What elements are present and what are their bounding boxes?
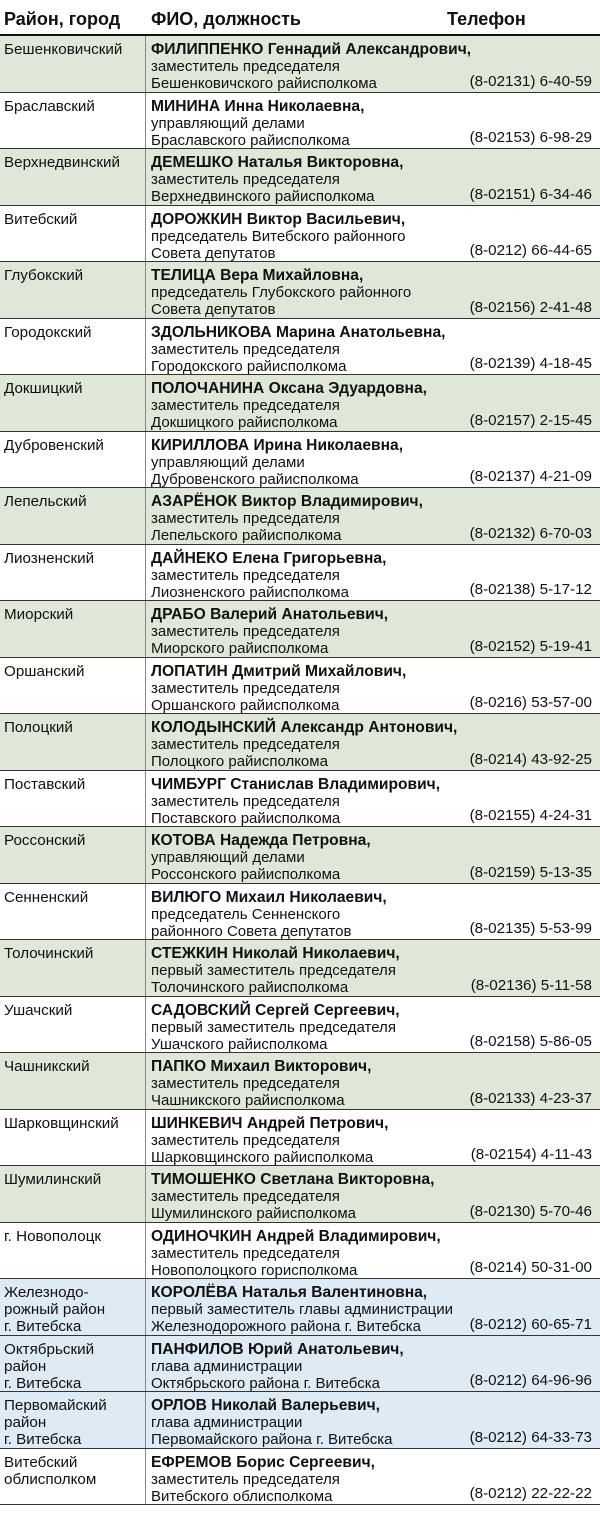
position-line-2: Первомайского района г. Витебска xyxy=(151,1431,393,1448)
person-name xyxy=(151,41,596,58)
person-given-name: Александр Антонович, xyxy=(280,719,458,736)
position-line-1: заместитель председателя xyxy=(151,736,340,753)
person-surname: ОРЛОВ xyxy=(151,1397,207,1414)
column-divider xyxy=(145,827,146,883)
person-surname: ПАПКО xyxy=(151,1058,207,1075)
phone-number: (8-02132) 6-70-03 xyxy=(469,524,592,542)
table-row xyxy=(0,601,600,658)
position-line-2: Толочинского райисполкома xyxy=(151,979,349,996)
person-name xyxy=(151,1115,596,1132)
column-divider xyxy=(145,319,146,375)
position-line-1: председатель Сенненского xyxy=(151,905,341,923)
column-divider xyxy=(145,206,146,262)
person-name xyxy=(151,1171,596,1188)
position-line-1: заместитель председателя xyxy=(151,1188,340,1205)
column-divider xyxy=(145,149,146,205)
phone-number: (8-0214) 50-31-00 xyxy=(469,1259,592,1276)
position-line-2: Совета депутатов xyxy=(151,301,276,318)
position-line-2: Миорского райисполкома xyxy=(151,640,329,657)
column-divider xyxy=(145,1392,146,1448)
column-divider xyxy=(145,36,146,92)
column-divider xyxy=(145,1166,146,1222)
position-line-1: заместитель председателя xyxy=(151,397,340,414)
person-surname: САДОВСКИЙ xyxy=(151,1001,251,1019)
district-name: Витебский облисполком xyxy=(4,1453,97,1488)
district-name: Витебский xyxy=(4,210,78,228)
person-given-name: Наталья Валентиновна, xyxy=(242,1284,428,1301)
column-divider xyxy=(145,884,146,940)
column-divider xyxy=(145,714,146,770)
table-row xyxy=(0,1166,600,1223)
phone-number: (8-02156) 2-41-48 xyxy=(469,298,592,316)
district-name: Глубокский xyxy=(4,267,84,284)
person-given-name: Сергей Сергеевич, xyxy=(255,1001,400,1019)
person-name xyxy=(151,493,596,510)
district-name: Лиозненский xyxy=(4,549,95,567)
person-name xyxy=(151,380,596,397)
position-line-2: Докшицкого райисполкома xyxy=(151,414,338,431)
person-name xyxy=(151,719,596,736)
table-header xyxy=(0,0,600,36)
person-surname: ТЕЛИЦА xyxy=(151,267,216,284)
person-surname: ПОЛОЧАНИНА xyxy=(151,380,265,397)
district-name: Россонский xyxy=(4,832,86,849)
column-divider xyxy=(145,658,146,714)
district-name: Сенненский xyxy=(4,888,89,906)
person-given-name: Светлана Викторовна, xyxy=(260,1171,435,1188)
table-row xyxy=(0,262,600,319)
person-surname: ДАЙНЕКО xyxy=(151,549,228,567)
person-given-name: Вера Михайловна, xyxy=(220,267,364,284)
column-divider xyxy=(145,1223,146,1279)
person-surname: ШИНКЕВИЧ xyxy=(151,1114,243,1132)
person-surname: ДОРОЖКИН xyxy=(151,210,243,228)
district-name: г. Новополоцк xyxy=(4,1227,102,1245)
column-divider xyxy=(145,545,146,601)
person-surname: ЧИМБУРГ xyxy=(151,775,226,793)
position-line-2: Россонского райисполкома xyxy=(151,866,341,883)
district-name: Докшицкий xyxy=(4,380,83,397)
position-line-1: заместитель председателя xyxy=(151,1470,340,1488)
column-divider xyxy=(145,488,146,544)
phone-number: (8-02136) 5-11-58 xyxy=(470,976,592,994)
table-row xyxy=(0,432,600,489)
person-given-name: Дмитрий Михайлович, xyxy=(232,662,407,680)
column-divider xyxy=(145,997,146,1053)
position-line-2: Ушачского райисполкома xyxy=(151,1035,328,1053)
column-divider xyxy=(145,1336,146,1392)
position-line-2: Бешенковичского райисполкома xyxy=(151,75,377,92)
table-row xyxy=(0,827,600,884)
district-name: Октябрьский район г. Витебска xyxy=(4,1340,95,1392)
position-line-1: заместитель председателя xyxy=(151,1131,340,1149)
phone-number: (8-02158) 5-86-05 xyxy=(469,1033,592,1050)
table-row xyxy=(0,658,600,715)
position-line-1: заместитель председателя xyxy=(151,1244,340,1262)
position-line-1: председатель Глубокского районного xyxy=(151,284,412,301)
phone-number: (8-02152) 5-19-41 xyxy=(469,637,592,655)
position-line-1: заместитель председателя xyxy=(151,566,340,584)
table-row xyxy=(0,1053,600,1110)
person-given-name: Марина Анатольевна, xyxy=(275,323,446,341)
phone-number: (8-0214) 43-92-25 xyxy=(469,750,592,768)
person-name xyxy=(151,324,596,341)
district-name: Шумилинский xyxy=(4,1171,102,1188)
person-given-name: Елена Григорьевна, xyxy=(232,549,387,567)
phone-number: (8-02138) 5-17-12 xyxy=(469,581,592,598)
position-line-2: Браславского райисполкома xyxy=(151,131,350,149)
position-line-2: Дубровенского райисполкома xyxy=(151,470,359,488)
person-name xyxy=(151,154,596,171)
phone-number: (8-02133) 4-23-37 xyxy=(469,1089,592,1107)
position-line-2: Витебского облисполкома xyxy=(151,1487,333,1505)
position-line-1: заместитель председателя xyxy=(151,58,340,75)
column-divider xyxy=(145,940,146,996)
table-row xyxy=(0,997,600,1054)
position-line-1: заместитель председателя xyxy=(151,171,340,188)
person-surname: ОДИНОЧКИН xyxy=(151,1227,252,1245)
table-row xyxy=(0,884,600,941)
person-name xyxy=(151,550,596,567)
district-name: Первомайский район г. Витебска xyxy=(4,1397,107,1448)
phone-number: (8-0212) 64-33-73 xyxy=(469,1428,592,1446)
person-surname: ВИЛЮГО xyxy=(151,888,222,906)
phone-number: (8-02155) 4-24-31 xyxy=(469,807,592,824)
district-name: Чашникский xyxy=(4,1058,90,1075)
person-name xyxy=(151,776,596,793)
table-row xyxy=(0,771,600,828)
district-name: Бешенковичский xyxy=(4,41,123,58)
phone-number: (8-02131) 6-40-59 xyxy=(469,72,592,90)
district-name: Поставский xyxy=(4,775,86,793)
phone-number: (8-02135) 5-53-99 xyxy=(469,920,592,937)
person-name xyxy=(151,663,596,680)
person-name xyxy=(151,437,596,454)
person-surname: ДЕМЕШКО xyxy=(151,154,234,171)
person-surname: ДРАБО xyxy=(151,606,206,623)
position-line-2: районного Совета депутатов xyxy=(151,922,352,940)
person-surname: ЛОПАТИН xyxy=(151,662,228,680)
position-line-1: председатель Витебского районного xyxy=(151,227,406,245)
table-row xyxy=(0,36,600,93)
person-name xyxy=(151,606,596,623)
person-given-name: Юрий Анатольевич, xyxy=(247,1340,404,1358)
person-given-name: Виктор Владимирович, xyxy=(241,493,423,510)
person-given-name: Михаил Николаевич, xyxy=(225,888,387,906)
position-line-1: заместитель председателя xyxy=(151,679,340,697)
phone-number: (8-0216) 53-57-00 xyxy=(469,694,592,711)
table-row xyxy=(0,1223,600,1280)
person-name xyxy=(151,1341,596,1358)
position-line-2: Октябрьского района г. Витебска xyxy=(151,1374,380,1392)
phone-number: (8-0212) 66-44-65 xyxy=(469,242,592,259)
position-line-1: заместитель председателя xyxy=(151,623,340,640)
person-name xyxy=(151,267,596,284)
position-line-2: Железнодорожного района г. Витебска xyxy=(151,1318,421,1335)
person-given-name: Валерий Анатольевич, xyxy=(210,606,389,623)
table-row xyxy=(0,1392,600,1449)
district-name: Шарковщинский xyxy=(4,1114,119,1132)
person-name xyxy=(151,889,596,906)
position-line-2: Полоцкого райисполкома xyxy=(151,753,328,770)
position-line-1: первый заместитель главы администрации xyxy=(151,1301,454,1318)
table-row xyxy=(0,1449,600,1506)
person-given-name: Борис Сергеевич, xyxy=(236,1453,375,1471)
column-divider xyxy=(145,93,146,149)
person-name xyxy=(151,1228,596,1245)
header-person: ФИО, должность xyxy=(151,9,301,29)
position-line-1: заместитель председателя xyxy=(151,792,340,810)
position-line-2: Чашникского райисполкома xyxy=(151,1092,345,1109)
person-given-name: Наталья Викторовна, xyxy=(237,154,404,171)
person-name xyxy=(151,1002,596,1019)
table-row xyxy=(0,488,600,545)
person-surname: СТЕЖКИН xyxy=(151,945,228,962)
position-line-1: первый заместитель председателя xyxy=(151,1018,396,1036)
table-row xyxy=(0,714,600,771)
position-line-2: Поставского райисполкома xyxy=(151,809,341,827)
position-line-1: управляющий делами xyxy=(151,114,305,132)
person-surname: ТИМОШЕНКО xyxy=(151,1171,256,1188)
position-line-2: Оршанского райисполкома xyxy=(151,696,340,714)
phone-number: (8-02139) 4-18-45 xyxy=(469,355,592,372)
position-line-2: Совета депутатов xyxy=(151,244,276,262)
person-surname: ПАНФИЛОВ xyxy=(151,1340,244,1358)
phone-number: (8-02157) 2-15-45 xyxy=(469,411,592,429)
person-given-name: Геннадий Александрович, xyxy=(267,41,472,58)
column-divider xyxy=(145,1110,146,1166)
person-given-name: Николай Николаевич, xyxy=(232,945,400,962)
person-surname: КОРОЛЁВА xyxy=(151,1284,238,1301)
person-surname: МИНИНА xyxy=(151,97,221,115)
column-divider xyxy=(145,1279,146,1335)
district-name: Лепельский xyxy=(4,493,87,510)
position-line-2: Шумилинского райисполкома xyxy=(151,1205,356,1222)
table-row xyxy=(0,149,600,206)
person-surname: ФИЛИППЕНКО xyxy=(151,41,264,58)
person-given-name: Андрей Владимирович, xyxy=(255,1227,441,1245)
phone-number: (8-02154) 4-11-43 xyxy=(470,1146,592,1163)
district-name: Железнодо- рожный район г. Витебска xyxy=(4,1284,106,1335)
person-given-name: Андрей Петрович, xyxy=(246,1114,389,1132)
person-name xyxy=(151,1397,596,1414)
person-name xyxy=(151,832,596,849)
table-row xyxy=(0,1336,600,1393)
column-divider xyxy=(145,1449,146,1505)
column-divider xyxy=(145,375,146,431)
phone-number: (8-02153) 6-98-29 xyxy=(469,129,592,146)
phone-number: (8-0212) 64-96-96 xyxy=(469,1372,592,1389)
person-name xyxy=(151,98,596,115)
phone-number: (8-02151) 6-34-46 xyxy=(469,185,592,203)
column-divider xyxy=(145,262,146,318)
person-surname: КОТОВА xyxy=(151,832,216,849)
person-name xyxy=(151,1454,596,1471)
person-given-name: Ирина Николаевна, xyxy=(253,436,404,454)
table-row xyxy=(0,206,600,263)
person-given-name: Оксана Эдуардовна, xyxy=(268,380,427,397)
person-given-name: Виктор Васильевич, xyxy=(246,210,406,228)
person-name xyxy=(151,1058,596,1075)
district-name: Браславский xyxy=(4,97,95,115)
phone-number: (8-0212) 22-22-22 xyxy=(469,1485,592,1502)
person-given-name: Надежда Петровна, xyxy=(220,832,371,849)
position-line-1: управляющий делами xyxy=(151,849,305,866)
phone-number: (8-02130) 5-70-46 xyxy=(469,1202,592,1220)
position-line-2: Новополоцкого горисполкома xyxy=(151,1261,358,1279)
header-district: Район, город xyxy=(4,9,121,29)
phone-number: (8-02159) 5-13-35 xyxy=(469,863,592,881)
table-row xyxy=(0,1279,600,1336)
person-surname: ЕФРЕМОВ xyxy=(151,1453,232,1471)
person-name xyxy=(151,945,596,962)
district-name: Оршанский xyxy=(4,662,85,680)
position-line-1: заместитель председателя xyxy=(151,340,340,358)
position-line-1: заместитель председателя xyxy=(151,1075,340,1092)
person-surname: КИРИЛЛОВА xyxy=(151,436,250,454)
district-name: Городокский xyxy=(4,323,92,341)
position-line-1: управляющий делами xyxy=(151,453,305,471)
position-line-1: глава администрации xyxy=(151,1414,303,1431)
person-surname: АЗАРЁНОК xyxy=(151,493,238,510)
district-name: Ушачский xyxy=(4,1001,73,1019)
person-name xyxy=(151,1284,596,1301)
person-surname: КОЛОДЫНСКИЙ xyxy=(151,719,276,736)
district-name: Полоцкий xyxy=(4,719,73,736)
district-name: Толочинский xyxy=(4,945,94,962)
person-given-name: Инна Николаевна, xyxy=(224,97,365,115)
phone-number: (8-0212) 60-65-71 xyxy=(469,1315,592,1333)
district-name: Дубровенский xyxy=(4,436,104,454)
table-row xyxy=(0,319,600,376)
column-divider xyxy=(145,1053,146,1109)
table-row xyxy=(0,940,600,997)
person-given-name: Станислав Владимирович, xyxy=(230,775,441,793)
position-line-2: Лиозненского райисполкома xyxy=(151,583,349,601)
phone-number: (8-02137) 4-21-09 xyxy=(469,468,592,485)
position-line-1: глава администрации xyxy=(151,1357,303,1375)
position-line-1: первый заместитель председателя xyxy=(151,962,396,979)
column-divider xyxy=(145,771,146,827)
person-name xyxy=(151,211,596,228)
position-line-1: заместитель председателя xyxy=(151,510,340,527)
header-phone: Телефон xyxy=(447,9,526,29)
table-row xyxy=(0,545,600,602)
table-row xyxy=(0,1110,600,1167)
position-line-2: Городокского райисполкома xyxy=(151,357,347,375)
table-row xyxy=(0,93,600,150)
person-given-name: Михаил Викторович, xyxy=(210,1058,372,1075)
position-line-2: Верхнедвинского райисполкома xyxy=(151,188,375,205)
column-divider xyxy=(145,432,146,488)
person-given-name: Николай Валерьевич, xyxy=(211,1397,380,1414)
position-line-2: Лепельского райисполкома xyxy=(151,527,342,544)
table-body xyxy=(0,36,600,1505)
column-divider xyxy=(145,601,146,657)
position-line-2: Шарковщинского райисполкома xyxy=(151,1148,374,1166)
person-surname: ЗДОЛЬНИКОВА xyxy=(151,323,272,341)
district-name: Миорский xyxy=(4,606,74,623)
table-row xyxy=(0,375,600,432)
district-name: Верхнедвинский xyxy=(4,154,120,171)
